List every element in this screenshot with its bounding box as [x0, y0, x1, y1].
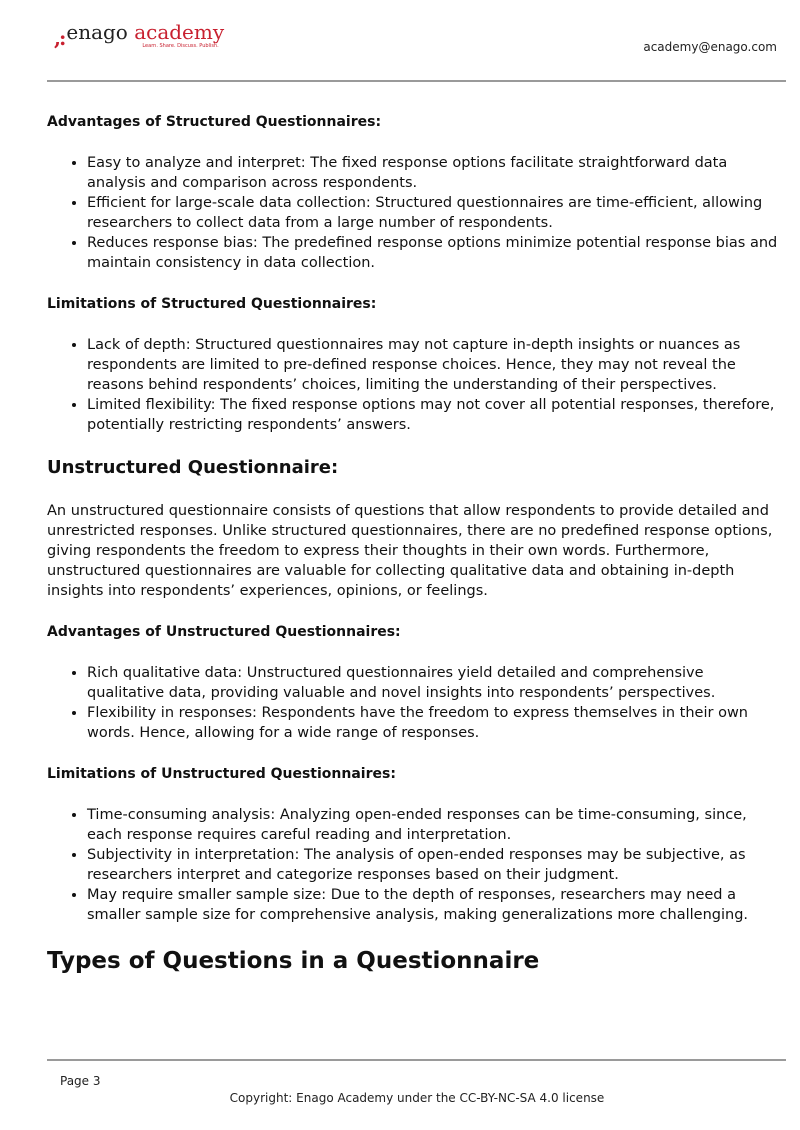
list-item: • May require smaller sample size: Due to the depth of responses, researchers may need a smaller sample size for comprehensive analysis, making generalizations more challenging.	[87, 885, 782, 925]
body-paragraph: An unstructured questionnaire consists of questions that allow respondents to provide detailed and unrestricted responses. Unlike structured questionnaires, there are no predefined response options, giving respondents the freedom to express their thoughts in their own words. Furthermore, unstructured questionnaires are valuable for collecting qualitative data and obtaining in-depth insights into respondents’ experiences, opinions, or feelings.	[47, 503, 773, 599]
section-subtitle: Limitations of Structured Questionnaires:	[47, 296, 377, 312]
list-item: • Reduces response bias: The predefined response options minimize potential response bias and maintain consistency in data collection.	[87, 233, 782, 273]
page-number: Page 3	[60, 1074, 101, 1088]
logo-tagline: Learn. Share. Discuss. Publish.	[142, 43, 219, 49]
list-item: • Easy to analyze and interpret: The fixed response options facilitate straightforward data analysis and comparison across respondents.	[87, 153, 782, 193]
list-item: • Limited flexibility: The fixed response options may not cover all potential responses, therefore, potentially restricting respondents’ answers.	[87, 395, 782, 435]
section-heading: Unstructured Questionnaire:	[47, 457, 339, 478]
logo-mark-icon: ,:	[54, 26, 65, 50]
list-item: • Rich qualitative data: Unstructured questionnaires yield detailed and comprehensive qualitative data, providing valuable and novel insights into respondents’ perspectives.	[87, 663, 782, 703]
section-subtitle: Advantages of Structured Questionnaires:	[47, 114, 382, 130]
section-subtitle: Advantages of Unstructured Questionnaires:	[47, 624, 401, 640]
page-header	[0, 0, 800, 82]
list-item: • Subjectivity in interpretation: The analysis of open-ended responses may be subjective, as researchers interpret and categorize responses based on their judgment.	[87, 845, 782, 885]
footer-divider	[47, 1059, 786, 1061]
list-item: • Flexibility in responses: Respondents have the freedom to express themselves in their own words. Hence, allowing for a wide range of responses.	[87, 703, 782, 743]
list-item: • Time-consuming analysis: Analyzing open-ended responses can be time-consuming, since, each response requires careful reading and interpretation.	[87, 805, 782, 845]
bullet-list	[47, 153, 782, 273]
bullet-list	[47, 335, 782, 435]
enago-academy-logo[interactable]	[54, 22, 224, 49]
list-item: • Efficient for large-scale data collection: Structured questionnaires are time-efficient, allowing researchers to collect data from a large number of respondents.	[87, 193, 782, 233]
logo-name	[66, 22, 224, 42]
page-content	[47, 112, 782, 976]
logo-word-academy: academy	[134, 20, 225, 44]
section-subtitle: Limitations of Unstructured Questionnaires:	[47, 766, 396, 782]
header-divider	[47, 80, 786, 82]
copyright-notice: Copyright: Enago Academy under the CC-BY-NC-SA 4.0 license	[229, 1091, 605, 1105]
list-item: • Lack of depth: Structured questionnaires may not capture in-depth insights or nuances as respondents are limited to pre-defined response choices. Hence, they may not reveal the reasons behind respondents’ choices, limiting the understanding of their perspectives.	[87, 335, 782, 395]
bullet-list	[47, 663, 782, 743]
logo-word-enago: enago	[66, 20, 128, 44]
logo-text	[66, 22, 224, 49]
contact-email-link[interactable]: academy@enago.com	[643, 40, 777, 54]
bullet-list	[47, 805, 782, 925]
section-title: Types of Questions in a Questionnaire	[47, 948, 540, 974]
